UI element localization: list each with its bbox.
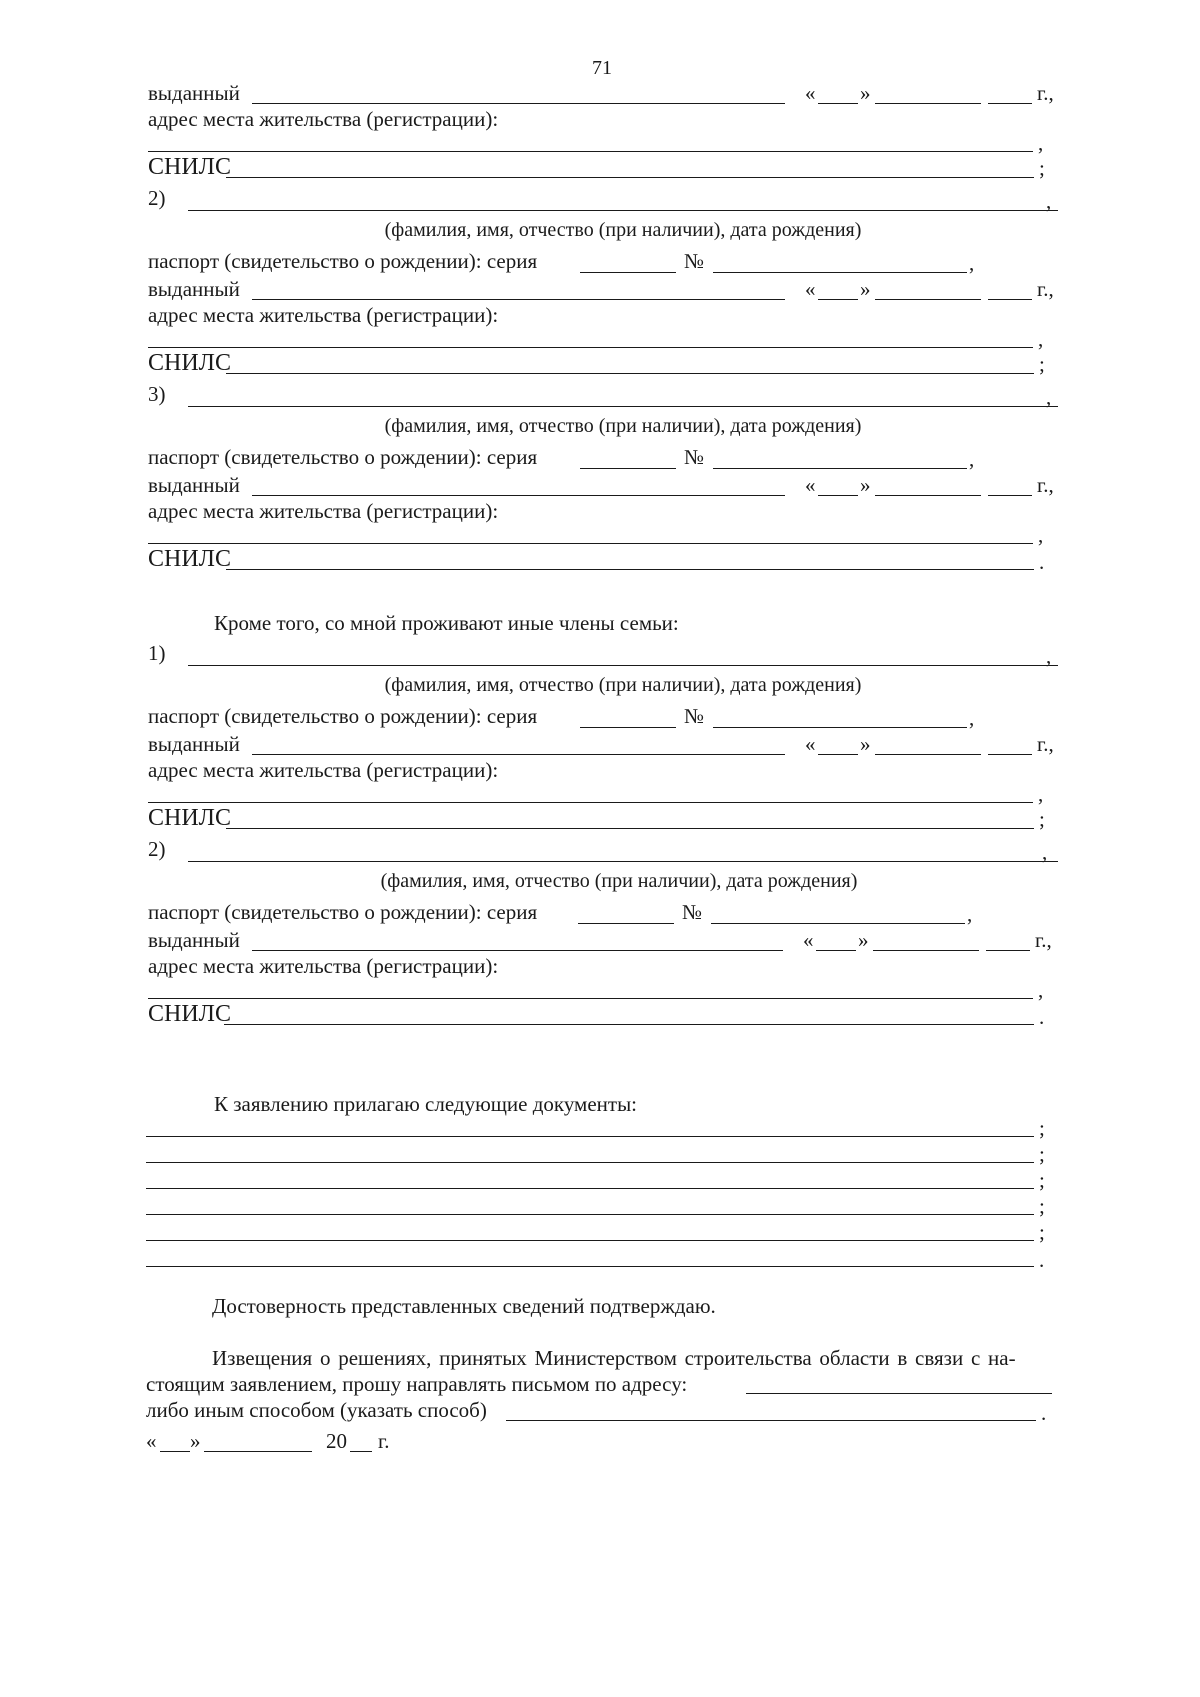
issue-year-field[interactable] <box>988 495 1032 496</box>
snils-field[interactable] <box>226 373 1034 374</box>
passport-series-label: паспорт (свидетельство о рождении): серия <box>148 445 538 469</box>
name-comma: , <box>1042 840 1048 864</box>
address-field[interactable] <box>148 802 1033 803</box>
document-line[interactable] <box>146 1240 1034 1241</box>
snils-field[interactable] <box>224 1024 1034 1025</box>
address-comma: , <box>1038 782 1044 806</box>
document-line-semicolon: ; <box>1039 1194 1045 1218</box>
notification-line-1: Извещения о решениях, принятых Министерством строительства области в связи с на- <box>212 1346 1016 1370</box>
person-name-field[interactable] <box>188 861 1058 862</box>
document-line-semicolon: ; <box>1039 1168 1045 1192</box>
other-method-period: . <box>1041 1401 1047 1425</box>
issue-month-field[interactable] <box>875 103 981 104</box>
date-quote-open: « <box>805 732 816 756</box>
notification-line-3: либо иным способом (указать способ) <box>146 1398 487 1422</box>
notification-line-2: стоящим заявлением, прошу направлять письмом по адресу: <box>146 1372 688 1396</box>
page-number: 71 <box>592 57 612 79</box>
passport-number-field[interactable] <box>711 923 965 924</box>
year-suffix: г., <box>1037 473 1054 497</box>
address-field[interactable] <box>148 151 1033 152</box>
issued-by-field[interactable] <box>252 950 783 951</box>
document-line-semicolon: ; <box>1039 1220 1045 1244</box>
address-field[interactable] <box>148 347 1033 348</box>
passport-series-label: паспорт (свидетельство о рождении): серия <box>148 704 538 728</box>
person-name-field[interactable] <box>188 665 1058 666</box>
passport-number-field[interactable] <box>713 468 967 469</box>
snils-label: СНИЛС <box>148 805 231 831</box>
date-quote-close: » <box>860 732 871 756</box>
address-label: адрес места жительства (регистрации): <box>148 107 499 131</box>
snils-semicolon: ; <box>1039 156 1045 180</box>
issued-label: выданный <box>148 928 240 952</box>
date-quote-close: » <box>860 81 871 105</box>
address-label: адрес места жительства (регистрации): <box>148 303 499 327</box>
passport-comma: , <box>969 706 975 730</box>
issue-day-field[interactable] <box>818 754 858 755</box>
issued-by-field[interactable] <box>252 103 785 104</box>
year-prefix: 20 <box>326 1429 347 1453</box>
person-caption: (фамилия, имя, отчество (при наличии), дата рождения) <box>384 674 862 696</box>
document-line-period: . <box>1039 1248 1045 1272</box>
snils-field[interactable] <box>226 177 1034 178</box>
item-number: 2) <box>148 186 166 210</box>
address-comma: , <box>1038 131 1044 155</box>
snils-label: СНИЛС <box>148 1001 231 1027</box>
person-name-field[interactable] <box>188 406 1058 407</box>
issue-month-field[interactable] <box>875 299 981 300</box>
issue-year-field[interactable] <box>988 299 1032 300</box>
address-comma: , <box>1038 978 1044 1002</box>
date-quote-close: » <box>860 473 871 497</box>
address-field[interactable] <box>148 998 1033 999</box>
snils-field[interactable] <box>226 828 1034 829</box>
passport-number-field[interactable] <box>713 272 967 273</box>
person-caption: (фамилия, имя, отчество (при наличии), дата рождения) <box>380 870 858 892</box>
date-quote-close: » <box>190 1429 201 1453</box>
documents-intro: К заявлению прилагаю следующие документы: <box>214 1092 638 1116</box>
passport-series-field[interactable] <box>580 468 676 469</box>
snils-period: . <box>1039 1005 1045 1029</box>
date-quote-close: » <box>860 277 871 301</box>
issue-day-field[interactable] <box>818 495 858 496</box>
other-method-field[interactable] <box>506 1420 1036 1421</box>
date-quote-open: « <box>805 473 816 497</box>
issue-month-field[interactable] <box>873 950 979 951</box>
snils-semicolon: ; <box>1039 352 1045 376</box>
name-comma: , <box>1046 189 1052 213</box>
issue-year-field[interactable] <box>986 950 1030 951</box>
address-comma: , <box>1038 523 1044 547</box>
issued-label: выданный <box>148 732 240 756</box>
issue-day-field[interactable] <box>818 299 858 300</box>
issue-year-field[interactable] <box>988 103 1032 104</box>
passport-comma: , <box>969 251 975 275</box>
year-suffix: г., <box>1037 81 1054 105</box>
passport-comma: , <box>969 447 975 471</box>
snils-field[interactable] <box>226 569 1034 570</box>
item-number: 3) <box>148 382 166 406</box>
address-field[interactable] <box>148 543 1033 544</box>
name-comma: , <box>1046 385 1052 409</box>
issued-label: выданный <box>148 277 240 301</box>
address-label: адрес места жительства (регистрации): <box>148 954 499 978</box>
number-sign: № <box>684 249 705 273</box>
day-field[interactable] <box>160 1451 190 1452</box>
item-number: 2) <box>148 837 166 861</box>
date-quote-open: « <box>803 928 814 952</box>
snils-period: . <box>1039 550 1045 574</box>
passport-series-field[interactable] <box>580 272 676 273</box>
date-quote-open: « <box>805 277 816 301</box>
issued-by-field[interactable] <box>252 754 785 755</box>
issue-month-field[interactable] <box>875 754 981 755</box>
issue-day-field[interactable] <box>816 950 856 951</box>
snils-label: СНИЛС <box>148 154 231 180</box>
issued-label: выданный <box>148 81 240 105</box>
passport-comma: , <box>967 902 973 926</box>
document-line[interactable] <box>146 1162 1034 1163</box>
other-family-intro: Кроме того, со мной проживают иные члены семьи: <box>214 611 679 635</box>
document-line[interactable] <box>146 1214 1034 1215</box>
mailing-address-field[interactable] <box>746 1393 1052 1394</box>
snils-label: СНИЛС <box>148 546 231 572</box>
issue-day-field[interactable] <box>818 103 858 104</box>
month-field[interactable] <box>204 1451 312 1452</box>
person-caption: (фамилия, имя, отчество (при наличии), дата рождения) <box>384 219 862 241</box>
year-suffix: г., <box>1037 732 1054 756</box>
item-number: 1) <box>148 641 166 665</box>
confirmation-text: Достоверность представленных сведений подтверждаю. <box>212 1294 716 1318</box>
year-suffix: г., <box>1035 928 1052 952</box>
passport-series-label: паспорт (свидетельство о рождении): серия <box>148 900 538 924</box>
person-caption: (фамилия, имя, отчество (при наличии), дата рождения) <box>384 415 862 437</box>
number-sign: № <box>684 445 705 469</box>
document-line[interactable] <box>146 1266 1034 1267</box>
passport-series-label: паспорт (свидетельство о рождении): серия <box>148 249 538 273</box>
year-field[interactable] <box>350 1451 372 1452</box>
address-label: адрес места жительства (регистрации): <box>148 499 499 523</box>
passport-number-field[interactable] <box>713 727 967 728</box>
number-sign: № <box>682 900 703 924</box>
document-line[interactable] <box>146 1188 1034 1189</box>
snils-label: СНИЛС <box>148 350 231 376</box>
issue-month-field[interactable] <box>875 495 981 496</box>
document-line-semicolon: ; <box>1039 1116 1045 1140</box>
document-line[interactable] <box>146 1136 1034 1137</box>
date-quote-open: « <box>146 1429 157 1453</box>
date-quote-close: » <box>858 928 869 952</box>
address-comma: , <box>1038 327 1044 351</box>
name-comma: , <box>1046 644 1052 668</box>
issue-year-field[interactable] <box>988 754 1032 755</box>
snils-semicolon: ; <box>1039 807 1045 831</box>
passport-series-field[interactable] <box>580 727 676 728</box>
year-suffix: г., <box>1037 277 1054 301</box>
year-suffix: г. <box>378 1429 390 1453</box>
issued-by-field[interactable] <box>252 299 785 300</box>
person-name-field[interactable] <box>188 210 1058 211</box>
issued-by-field[interactable] <box>252 495 785 496</box>
date-quote-open: « <box>805 81 816 105</box>
address-label: адрес места жительства (регистрации): <box>148 758 499 782</box>
document-line-semicolon: ; <box>1039 1142 1045 1166</box>
number-sign: № <box>684 704 705 728</box>
passport-series-field[interactable] <box>578 923 674 924</box>
issued-label: выданный <box>148 473 240 497</box>
